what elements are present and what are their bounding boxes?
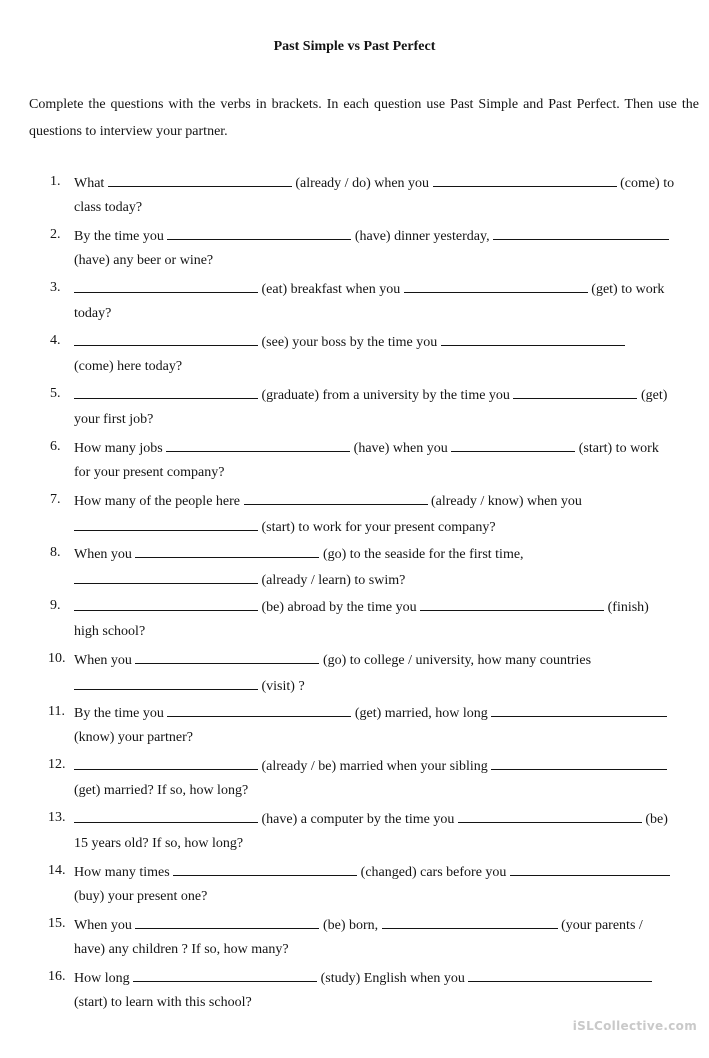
question-text: your first job? <box>74 412 154 427</box>
question-line <box>74 174 674 192</box>
question-line <box>74 704 667 722</box>
question-text: (your parents / <box>561 918 643 933</box>
question-line <box>74 227 669 245</box>
answer-blank[interactable] <box>135 916 319 929</box>
answer-blank[interactable] <box>74 757 258 770</box>
question-number: 11. <box>48 704 65 719</box>
question-text: (start) to work for your present company? <box>261 520 496 535</box>
question-text: (visit) ? <box>261 679 305 694</box>
question-text: (start) to work <box>578 441 659 456</box>
question-number: 10. <box>48 651 66 666</box>
question-line <box>74 386 667 404</box>
question-line <box>74 651 591 669</box>
answer-blank[interactable] <box>74 386 258 399</box>
question-text: (be) <box>645 812 668 827</box>
answer-blank[interactable] <box>493 227 669 240</box>
question-line <box>74 730 193 746</box>
question-text: (already / learn) to swim? <box>261 573 406 588</box>
question-number: 15. <box>48 916 66 931</box>
answer-blank[interactable] <box>510 863 670 876</box>
answer-blank[interactable] <box>74 677 258 690</box>
question-number: 12. <box>48 757 66 772</box>
question-line <box>74 783 248 799</box>
question-text: 15 years old? If so, how long? <box>74 836 244 851</box>
question-line <box>74 916 643 934</box>
question-line <box>74 969 652 987</box>
question-line <box>74 465 224 481</box>
question-line <box>74 306 111 322</box>
question-line <box>74 412 153 428</box>
question-text: class today? <box>74 200 143 215</box>
question-text: (already / be) married when your sibling <box>261 759 488 774</box>
question-text: (get) <box>640 388 668 403</box>
question-text: How many jobs <box>74 441 163 456</box>
question-text: By the time you <box>74 706 164 721</box>
question-line <box>74 677 305 695</box>
question-text: (know) your partner? <box>74 730 193 745</box>
answer-blank[interactable] <box>433 174 617 187</box>
question-text: (get) married, how long <box>354 706 488 721</box>
question-number: 1. <box>50 174 61 189</box>
question-number: 5. <box>50 386 61 401</box>
question-text: How many times <box>74 865 170 880</box>
question-number: 3. <box>50 280 61 295</box>
question-number: 9. <box>50 598 61 613</box>
question-line <box>74 280 664 298</box>
question-number: 16. <box>48 969 66 984</box>
question-text: (study) English when you <box>320 971 465 986</box>
question-text: (come) here today? <box>74 359 183 374</box>
instructions: Complete the questions with the verbs in brackets. In each question use Past Simple and Past Perfect. Then use the questions to interview your partner. <box>29 97 699 139</box>
question-number: 7. <box>50 492 61 507</box>
answer-blank[interactable] <box>382 916 558 929</box>
question-text: When you <box>74 653 132 668</box>
answer-blank[interactable] <box>441 333 625 346</box>
question-text: (start) to learn with this school? <box>74 995 252 1010</box>
question-line <box>74 942 289 958</box>
question-line <box>74 810 668 828</box>
answer-blank[interactable] <box>244 492 428 505</box>
answer-blank[interactable] <box>167 704 351 717</box>
question-text: for your present company? <box>74 465 225 480</box>
answer-blank[interactable] <box>404 280 588 293</box>
question-text: have) any children ? If so, how many? <box>74 942 289 957</box>
question-number: 2. <box>50 227 61 242</box>
question-text: (get) married? If so, how long? <box>74 783 249 798</box>
question-line <box>74 757 667 775</box>
answer-blank[interactable] <box>491 704 667 717</box>
answer-blank[interactable] <box>167 227 351 240</box>
question-text: (already / know) when you <box>431 494 582 509</box>
question-text: (be) born, <box>322 918 379 933</box>
question-line <box>74 889 207 905</box>
answer-blank[interactable] <box>135 545 319 558</box>
answer-blank[interactable] <box>468 969 652 982</box>
answer-blank[interactable] <box>74 571 258 584</box>
question-text: (eat) breakfast when you <box>261 282 401 297</box>
question-line <box>74 200 142 216</box>
question-text: (already / do) when you <box>295 176 430 191</box>
question-number: 8. <box>50 545 61 560</box>
answer-blank[interactable] <box>491 757 667 770</box>
question-line <box>74 333 625 351</box>
question-line <box>74 624 145 640</box>
question-line <box>74 598 649 616</box>
answer-blank[interactable] <box>420 598 604 611</box>
answer-blank[interactable] <box>74 280 258 293</box>
question-text: (finish) <box>607 600 649 615</box>
question-text: What <box>74 176 105 191</box>
question-line <box>74 545 524 563</box>
question-text: (come) to <box>620 176 675 191</box>
question-number: 6. <box>50 439 61 454</box>
answer-blank[interactable] <box>74 333 258 346</box>
question-line <box>74 492 582 510</box>
question-text: today? <box>74 306 112 321</box>
answer-blank[interactable] <box>458 810 642 823</box>
answer-blank[interactable] <box>135 651 319 664</box>
question-text: By the time you <box>74 229 164 244</box>
answer-blank[interactable] <box>74 518 258 531</box>
question-line <box>74 836 243 852</box>
question-line <box>74 518 496 536</box>
question-number: 13. <box>48 810 66 825</box>
question-text: (buy) your present one? <box>74 889 208 904</box>
answer-blank[interactable] <box>133 969 317 982</box>
answer-blank[interactable] <box>513 386 637 399</box>
watermark: iSLCollective.com <box>572 1019 697 1033</box>
question-line <box>74 571 405 589</box>
question-line <box>74 253 213 269</box>
question-text: (changed) cars before you <box>360 865 507 880</box>
question-text: (go) to the seaside for the first time, <box>322 547 524 562</box>
question-text: (have) a computer by the time you <box>261 812 455 827</box>
question-line <box>74 439 659 457</box>
answer-blank[interactable] <box>173 863 357 876</box>
question-number: 14. <box>48 863 66 878</box>
question-text: (have) dinner yesterday, <box>354 229 490 244</box>
question-text: (get) to work <box>591 282 665 297</box>
question-text: How many of the people here <box>74 494 240 509</box>
answer-blank[interactable] <box>74 810 258 823</box>
answer-blank[interactable] <box>451 439 575 452</box>
question-text: (see) your boss by the time you <box>261 335 438 350</box>
question-line <box>74 359 182 375</box>
answer-blank[interactable] <box>166 439 350 452</box>
worksheet-title: Past Simple vs Past Perfect <box>273 39 436 54</box>
question-text: When you <box>74 918 132 933</box>
question-text: (graduate) from a university by the time you <box>261 388 510 403</box>
answer-blank[interactable] <box>108 174 292 187</box>
answer-blank[interactable] <box>74 598 258 611</box>
question-text: (have) any beer or wine? <box>74 253 214 268</box>
question-text: high school? <box>74 624 146 639</box>
question-text: (have) when you <box>353 441 448 456</box>
question-text: When you <box>74 547 132 562</box>
question-line <box>74 863 670 881</box>
question-line <box>74 995 252 1011</box>
question-text: How long <box>74 971 130 986</box>
question-number: 4. <box>50 333 61 348</box>
question-text: (be) abroad by the time you <box>261 600 417 615</box>
question-text: (go) to college / university, how many countries <box>322 653 592 668</box>
